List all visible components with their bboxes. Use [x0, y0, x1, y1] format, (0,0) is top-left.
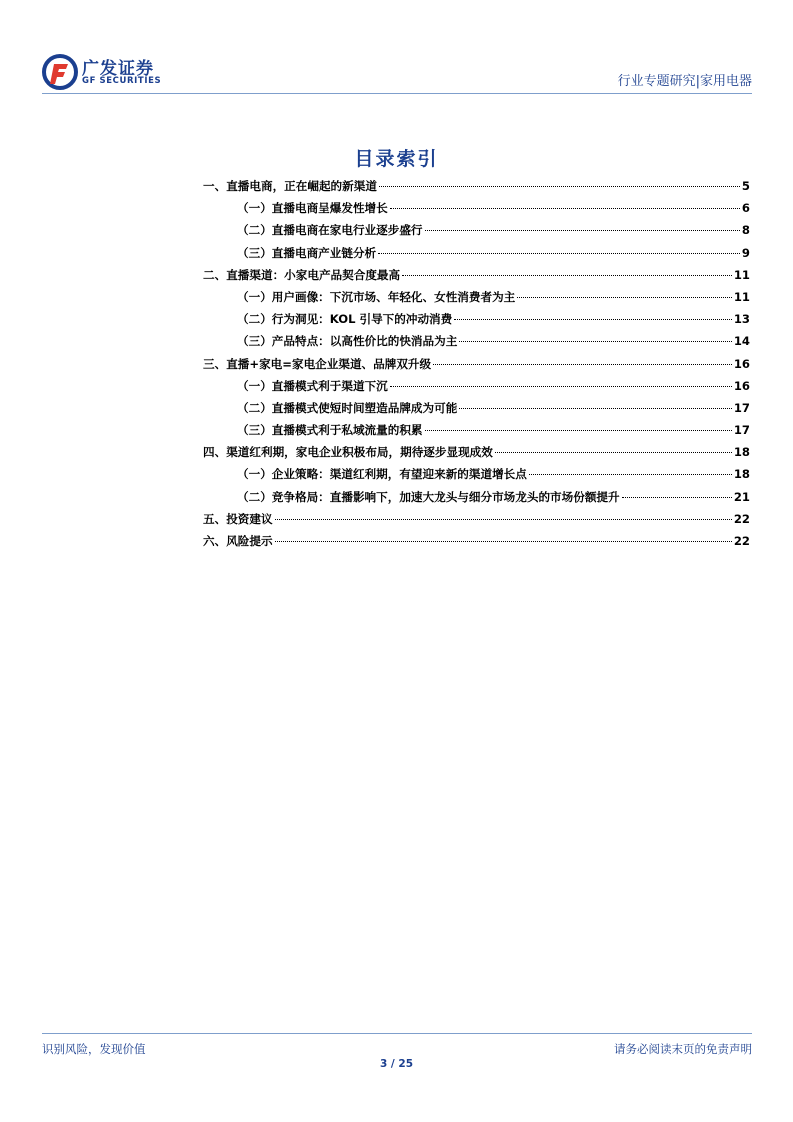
- toc-entry[interactable]: [203, 400, 750, 422]
- toc-entry-page: 11: [733, 289, 750, 304]
- page-number: 3 / 25: [379, 1058, 414, 1070]
- toc-dot-leader: [275, 519, 732, 520]
- toc-entry-page: 22: [733, 534, 750, 548]
- toc-entry[interactable]: [203, 489, 750, 511]
- toc-entry-text: 四、渠道红利期，家电企业积极布局，期待逐步显现成效: [203, 445, 493, 460]
- toc-entry-text: 六、风险提示: [203, 534, 273, 548]
- toc-entry-page: 21: [733, 489, 750, 504]
- report-category: 行业专题研究|家用电器: [617, 74, 752, 89]
- toc-entry[interactable]: [203, 267, 750, 289]
- toc-entry-text: （二）直播模式使短时间塑造品牌成为可能: [237, 400, 458, 415]
- toc-entry[interactable]: [203, 245, 750, 267]
- toc-entry-text: （三）直播电商产业链分析: [237, 245, 377, 260]
- toc-entry[interactable]: [203, 533, 750, 555]
- footer-disclaimer-note: 请务必阅读末页的免责声明: [614, 1042, 752, 1056]
- toc-entry-page: 18: [733, 467, 750, 482]
- toc-dot-leader: [402, 275, 732, 276]
- page-header: [42, 50, 752, 92]
- toc-entry-page: 6: [741, 201, 750, 216]
- toc-dot-leader: [378, 253, 740, 254]
- toc-entry-page: 16: [733, 378, 750, 393]
- toc-entry[interactable]: [203, 466, 750, 488]
- toc-entry-text: （二）行为洞见：KOL 引导下的冲动消费: [237, 312, 453, 327]
- toc-dot-leader: [459, 408, 732, 409]
- toc-entry-page: 11: [733, 267, 750, 282]
- toc-entry-text: 二、直播渠道：小家电产品契合度最高: [203, 267, 401, 282]
- toc-entry-text: 五、投资建议: [203, 511, 273, 526]
- toc-entry-text: （三）直播模式利于私域流量的积累: [237, 423, 423, 438]
- toc-title: 目录索引: [354, 148, 439, 170]
- logo-chinese-name: 广发证券: [82, 59, 154, 79]
- toc-dot-leader: [390, 208, 740, 209]
- footer-divider: [42, 1033, 752, 1034]
- toc-entry-page: 9: [741, 245, 750, 260]
- toc-dot-leader: [433, 364, 732, 365]
- toc-entry-text: （二）竞争格局：直播影响下，加速大龙头与细分市场龙头的市场份额提升: [237, 489, 620, 504]
- toc-dot-leader: [379, 186, 740, 187]
- toc-entry-text: （一）直播电商呈爆发性增长: [237, 201, 388, 216]
- toc-dot-leader: [495, 452, 732, 453]
- toc-entry[interactable]: [203, 422, 750, 444]
- toc-dot-leader: [275, 541, 732, 542]
- toc-entry-page: 17: [733, 400, 750, 415]
- table-of-contents: [203, 178, 750, 555]
- toc-entry-page: 8: [741, 223, 750, 238]
- logo-english-name: GF SECURITIES: [82, 76, 162, 86]
- toc-entry[interactable]: [203, 511, 750, 533]
- toc-dot-leader: [529, 474, 732, 475]
- toc-dot-leader: [459, 341, 732, 342]
- toc-dot-leader: [425, 230, 740, 231]
- toc-entry-page: 13: [733, 312, 750, 327]
- toc-entry[interactable]: [203, 356, 750, 378]
- toc-entry[interactable]: [203, 378, 750, 400]
- toc-entry-text: （三）产品特点：以高性价比的快消品为主: [237, 334, 458, 349]
- toc-entry-page: 14: [733, 334, 750, 349]
- toc-entry-page: 5: [741, 179, 750, 193]
- toc-dot-leader: [622, 497, 732, 498]
- toc-dot-leader: [517, 297, 732, 298]
- toc-dot-leader: [425, 430, 732, 431]
- toc-entry-page: 22: [733, 511, 750, 526]
- toc-entry[interactable]: [203, 333, 750, 355]
- toc-entry-text: （一）企业策略：渠道红利期，有望迎来新的渠道增长点: [237, 467, 527, 482]
- toc-entry-text: （二）直播电商在家电行业逐步盛行: [237, 223, 423, 238]
- toc-dot-leader: [390, 386, 732, 387]
- toc-entry[interactable]: [203, 200, 750, 222]
- toc-entry[interactable]: [203, 178, 750, 200]
- gf-securities-logo: [42, 54, 207, 92]
- toc-entry[interactable]: [203, 289, 750, 311]
- toc-entry-page: 17: [733, 423, 750, 438]
- toc-entry[interactable]: [203, 222, 750, 244]
- toc-entry[interactable]: [203, 444, 750, 466]
- header-divider: [42, 93, 752, 94]
- toc-dot-leader: [454, 319, 732, 320]
- toc-entry[interactable]: [203, 311, 750, 333]
- footer-slogan: 识别风险，发现价值: [42, 1042, 146, 1056]
- toc-entry-page: 16: [733, 356, 750, 371]
- toc-entry-page: 18: [733, 445, 750, 460]
- toc-entry-text: 三、直播+家电=家电企业渠道、品牌双升级: [203, 356, 432, 371]
- toc-entry-text: （一）用户画像：下沉市场、年轻化、女性消费者为主: [237, 289, 516, 304]
- toc-entry-text: （一）直播模式利于渠道下沉: [237, 378, 388, 393]
- gf-logo-icon: [42, 54, 78, 90]
- toc-entry-text: 一、直播电商，正在崛起的新渠道: [203, 179, 377, 193]
